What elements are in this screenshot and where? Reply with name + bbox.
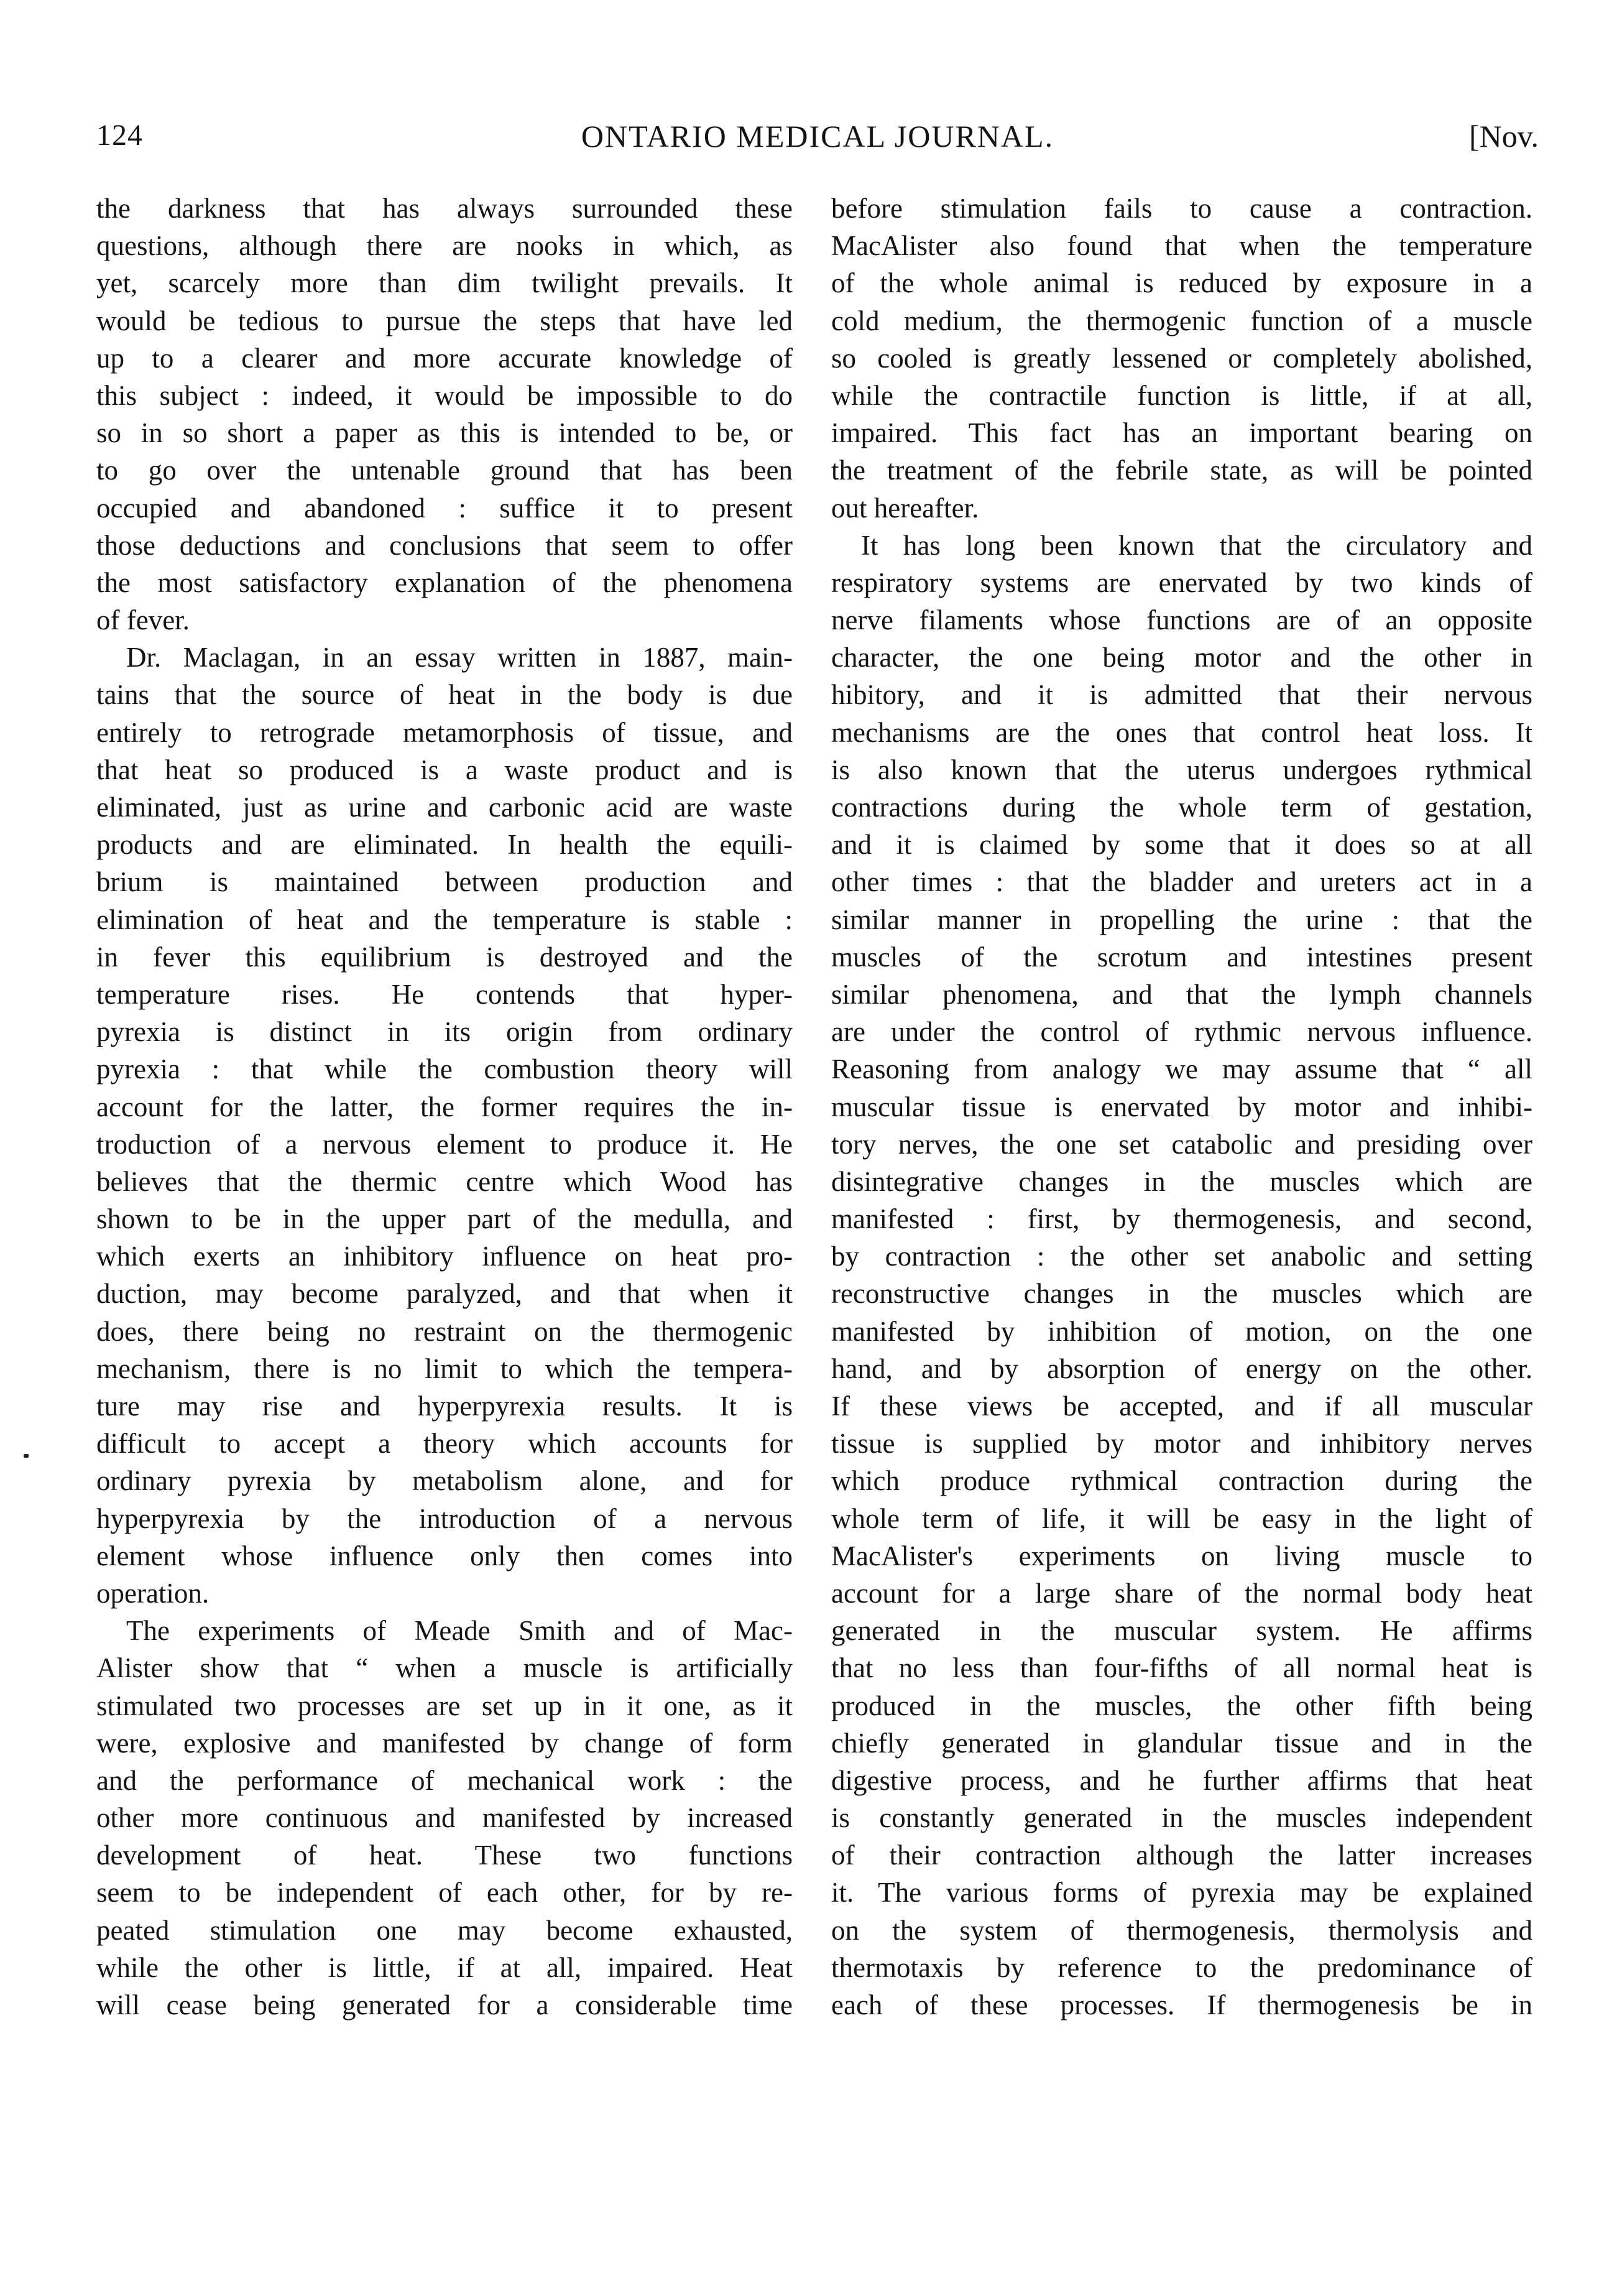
text-line: while the contractile function is little, if at all, bbox=[831, 379, 1532, 411]
text-line: so in so short a paper as this is intended to be, or bbox=[96, 417, 793, 449]
text-line: respiratory systems are enervated by two kinds of bbox=[831, 567, 1532, 598]
text-line: out hereafter. bbox=[831, 492, 979, 524]
text-line: believes that the thermic centre which Wood has bbox=[96, 1165, 793, 1197]
text-line: muscles of the scrotum and intestines present bbox=[831, 941, 1532, 973]
text-line: chiefly generated in glandular tissue and in the bbox=[831, 1727, 1532, 1759]
text-line: shown to be in the upper part of the medulla, and bbox=[96, 1203, 793, 1235]
text-line: the treatment of the febrile state, as will be pointed bbox=[831, 455, 1532, 486]
text-line: hibitory, and it is admitted that their nervous bbox=[831, 679, 1532, 711]
text-line: development of heat. These two functions bbox=[96, 1840, 793, 1871]
text-line: by contraction : the other set anabolic and setting bbox=[831, 1241, 1532, 1272]
text-line: other times : that the bladder and ureters act in a bbox=[831, 866, 1532, 898]
text-line: pyrexia is distinct in its origin from ordinary bbox=[96, 1016, 793, 1048]
text-line: would be tedious to pursue the steps that have led bbox=[96, 305, 793, 336]
page-number: 124 bbox=[96, 119, 143, 152]
text-line: troduction of a nervous element to produce it. He bbox=[96, 1128, 793, 1160]
text-line: the most satisfactory explanation of the phenomena bbox=[96, 567, 793, 598]
text-line: questions, although there are nooks in which, as bbox=[96, 230, 793, 262]
text-line: character, the one being motor and the other in bbox=[831, 642, 1532, 674]
text-line: which produce rythmical contraction during the bbox=[831, 1465, 1532, 1497]
text-line: of fever. bbox=[96, 604, 190, 636]
running-title: ONTARIO MEDICAL JOURNAL. bbox=[581, 119, 1054, 154]
text-line: cold medium, the thermogenic function of a muscle bbox=[831, 305, 1532, 336]
text-line: of their contraction although the latter increases bbox=[831, 1840, 1532, 1871]
text-line: seem to be independent of each other, for by re- bbox=[96, 1877, 793, 1909]
text-line: produced in the muscles, the other fifth being bbox=[831, 1690, 1532, 1721]
text-line: manifested by inhibition of motion, on the one bbox=[831, 1315, 1532, 1347]
text-line: MacAlister's experiments on living muscle to bbox=[831, 1540, 1532, 1572]
text-line: reconstructive changes in the muscles which are bbox=[831, 1278, 1532, 1310]
text-line: does, there being no restraint on the thermogenic bbox=[96, 1315, 793, 1347]
text-line: thermotaxis by reference to the predominance of bbox=[831, 1951, 1532, 1983]
text-line: on the system of thermogenesis, thermolysis and bbox=[831, 1914, 1532, 1946]
text-line: impaired. This fact has an important bearing on bbox=[831, 417, 1532, 449]
text-line: generated in the muscular system. He affirms bbox=[831, 1615, 1532, 1647]
text-line: contractions during the whole term of gestation, bbox=[831, 792, 1532, 823]
text-line: similar phenomena, and that the lymph channels bbox=[831, 978, 1532, 1010]
text-line: operation. bbox=[96, 1577, 210, 1609]
text-line: before stimulation fails to cause a contraction. bbox=[831, 193, 1532, 224]
text-line: The experiments of Meade Smith and of Mac- bbox=[126, 1615, 793, 1647]
text-line: and it is claimed by some that it does so at all bbox=[831, 829, 1532, 861]
text-line: is constantly generated in the muscles independent bbox=[831, 1802, 1532, 1834]
text-line: muscular tissue is enervated by motor and inhibi- bbox=[831, 1091, 1532, 1123]
text-line: each of these processes. If thermogenesis be in bbox=[831, 1989, 1532, 2021]
text-line: account for the latter, the former requires the in- bbox=[96, 1091, 793, 1123]
text-line: other more continuous and manifested by increased bbox=[96, 1802, 793, 1834]
page-header bbox=[96, 118, 1539, 168]
text-line: similar manner in propelling the urine : that the bbox=[831, 904, 1532, 935]
text-line: occupied and abandoned : suffice it to present bbox=[96, 492, 793, 524]
text-line: peated stimulation one may become exhausted, bbox=[96, 1914, 793, 1946]
text-line: eliminated, just as urine and carbonic acid are waste bbox=[96, 792, 793, 823]
text-line: disintegrative changes in the muscles which are bbox=[831, 1165, 1532, 1197]
text-line: this subject : indeed, it would be impossible to do bbox=[96, 379, 793, 411]
text-line: manifested : first, by thermogenesis, and second, bbox=[831, 1203, 1532, 1235]
text-line: up to a clearer and more accurate knowledge of bbox=[96, 342, 793, 374]
text-line: the darkness that has always surrounded these bbox=[96, 193, 793, 224]
text-line: to go over the untenable ground that has been bbox=[96, 455, 793, 486]
text-line: digestive process, and he further affirms that heat bbox=[831, 1764, 1532, 1796]
text-line: so cooled is greatly lessened or completely abolished, bbox=[831, 342, 1532, 374]
text-line: which exerts an inhibitory influence on heat pro- bbox=[96, 1241, 793, 1272]
text-line: tains that the source of heat in the body is due bbox=[96, 679, 793, 711]
text-line: duction, may become paralyzed, and that when it bbox=[96, 1278, 793, 1310]
text-line: Dr. Maclagan, in an essay written in 1887, main- bbox=[126, 642, 793, 674]
text-line: and the performance of mechanical work : the bbox=[96, 1764, 793, 1796]
text-line: in fever this equilibrium is destroyed and the bbox=[96, 941, 793, 973]
text-line: Alister show that “ when a muscle is artificially bbox=[96, 1652, 793, 1684]
text-line: tory nerves, the one set catabolic and presiding over bbox=[831, 1128, 1532, 1160]
text-line: hand, and by absorption of energy on the other. bbox=[831, 1353, 1532, 1384]
text-line: yet, scarcely more than dim twilight prevails. It bbox=[96, 267, 793, 299]
margin-speck bbox=[24, 1454, 29, 1458]
text-line: will cease being generated for a considerable time bbox=[96, 1989, 793, 2021]
text-line: that heat so produced is a waste product and is bbox=[96, 754, 793, 785]
text-line: products and are eliminated. In health the equili- bbox=[96, 829, 793, 861]
text-line: nerve filaments whose functions are of an opposite bbox=[831, 604, 1532, 636]
text-line: stimulated two processes are set up in it one, as it bbox=[96, 1690, 793, 1721]
text-line: were, explosive and manifested by change of form bbox=[96, 1727, 793, 1759]
text-line: element whose influence only then comes into bbox=[96, 1540, 793, 1572]
text-line: while the other is little, if at all, impaired. Heat bbox=[96, 1951, 793, 1983]
text-line: are under the control of rythmic nervous influence. bbox=[831, 1016, 1532, 1048]
text-column-right bbox=[831, 190, 1532, 2024]
text-line: mechanism, there is no limit to which the tempera- bbox=[96, 1353, 793, 1384]
text-line: ture may rise and hyperpyrexia results. It is bbox=[96, 1391, 793, 1422]
text-line: pyrexia : that while the combustion theory will bbox=[96, 1053, 793, 1085]
text-line: MacAlister also found that when the temperature bbox=[831, 230, 1532, 262]
text-column-left bbox=[96, 190, 793, 2024]
text-line: tissue is supplied by motor and inhibitory nerves bbox=[831, 1428, 1532, 1460]
text-line: If these views be accepted, and if all muscular bbox=[831, 1391, 1532, 1422]
issue-month: [Nov. bbox=[1468, 119, 1539, 154]
text-line: ordinary pyrexia by metabolism alone, and for bbox=[96, 1465, 793, 1497]
text-line: mechanisms are the ones that control heat loss. It bbox=[831, 716, 1532, 748]
text-line: brium is maintained between production and bbox=[96, 866, 793, 898]
text-line: difficult to accept a theory which accounts for bbox=[96, 1428, 793, 1460]
text-line: temperature rises. He contends that hyper- bbox=[96, 978, 793, 1010]
text-line: Reasoning from analogy we may assume that “ all bbox=[831, 1053, 1532, 1085]
text-line: hyperpyrexia by the introduction of a nervous bbox=[96, 1502, 793, 1534]
text-line: that no less than four-fifths of all normal heat is bbox=[831, 1652, 1532, 1684]
text-line: it. The various forms of pyrexia may be explained bbox=[831, 1877, 1532, 1909]
text-line: whole term of life, it will be easy in the light of bbox=[831, 1502, 1532, 1534]
text-line: elimination of heat and the temperature is stable : bbox=[96, 904, 793, 935]
text-line: of the whole animal is reduced by exposure in a bbox=[831, 267, 1532, 299]
text-line: account for a large share of the normal body heat bbox=[831, 1577, 1532, 1609]
text-line: entirely to retrograde metamorphosis of tissue, and bbox=[96, 716, 793, 748]
text-line: is also known that the uterus undergoes rythmical bbox=[831, 754, 1532, 785]
text-line: It has long been known that the circulatory and bbox=[861, 529, 1532, 561]
text-line: those deductions and conclusions that seem to offer bbox=[96, 529, 793, 561]
